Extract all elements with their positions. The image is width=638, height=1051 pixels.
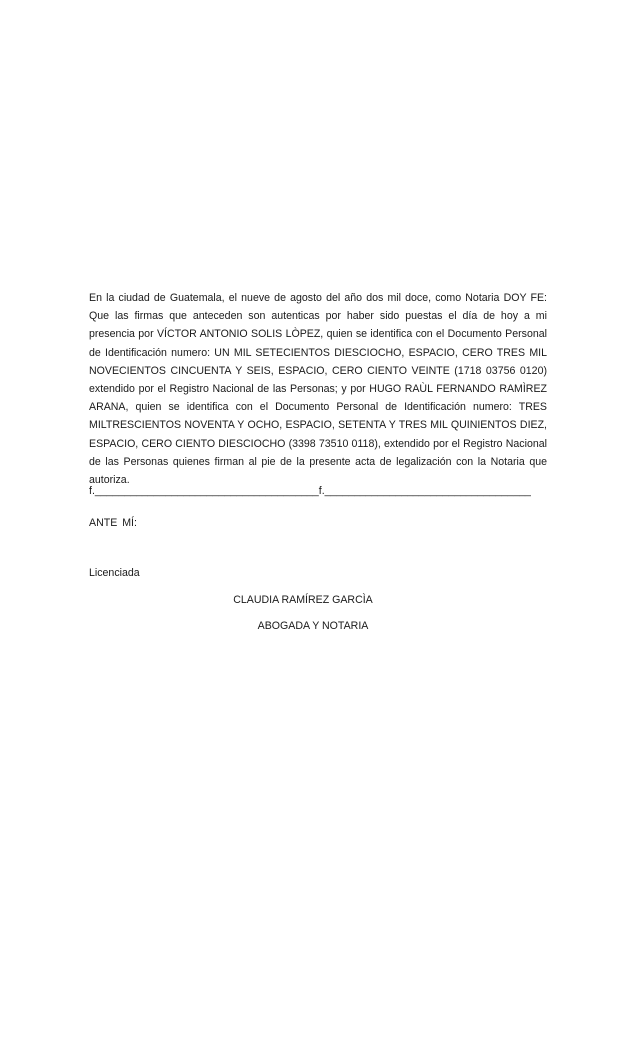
legalization-paragraph: En la ciudad de Guatemala, el nueve de agosto del año dos mil doce, como Notaria DOY FE: Que las firmas que anteceden son autenticas por haber sido puestas el día de hoy a mi presencia por VÍCTOR ANTONIO SOLIS LÒPEZ, quien se identifica con el Documento Personal de Identificación numero: UN MIL SETECIENTOS DIESCIOCHO, ESPACIO, CERO TRES MIL NOVECIENTOS CINCUENTA Y SEIS, ESPACIO, CERO CIENTO VEINTE (1718 03756 0120) extendido por el Registro Nacional de las Personas; y por HUGO RAÙL FERNANDO RAMÌREZ ARANA, quien se identifica con el Documento Personal de Identificación numero: TRES MILTRESCIENTOS NOVENTA Y OCHO, ESPACIO, SETENTA Y TRES MIL QUINIENTOS DIEZ, ESPACIO, CERO CIENTO DIESCIOCHO (3398 73510 0118), extendido por el Registro Nacional de las Personas quienes firman al pie de la presente acta de legalización con la Notaria que autoriza. (89, 292, 547, 487)
notary-title: ABOGADA Y NOTARIA (257, 620, 369, 632)
signature-lines: f.______________________________________f.___________________________________ (89, 485, 531, 497)
notary-name: CLAUDIA RAMÍREZ GARCÌA (233, 594, 373, 606)
ante-mi-label: ANTE MÍ: (89, 517, 137, 529)
licenciada-label: Licenciada (89, 567, 140, 579)
